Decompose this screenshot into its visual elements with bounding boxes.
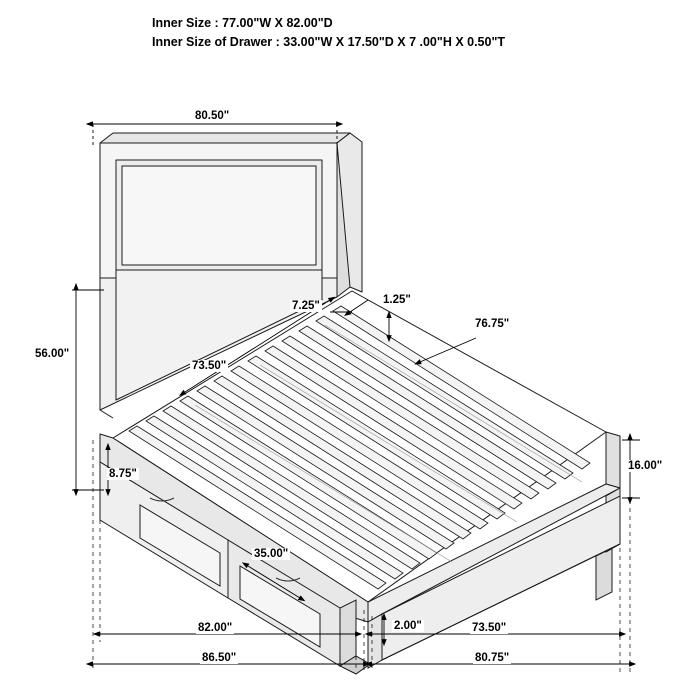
dim-side-rail-height: 8.75" bbox=[109, 468, 137, 480]
dim-overall-left: 86.50" bbox=[202, 652, 237, 664]
dim-foot-clearance: 2.00" bbox=[394, 620, 422, 632]
dim-overall-right: 80.75" bbox=[475, 652, 510, 664]
spec-inner-size-drawer: Inner Size of Drawer : 33.00"W X 17.50"D X 7 .00"H X 0.50"T bbox=[152, 35, 506, 49]
dim-rail-thickness: 1.25" bbox=[383, 294, 411, 306]
spec-inner-size: Inner Size : 77.00"W X 82.00"D bbox=[152, 16, 333, 30]
dim-drawer-width: 35.00" bbox=[254, 548, 289, 560]
dim-deck-depth: 76.75" bbox=[475, 318, 510, 330]
dim-headboard-panel-depth: 7.25" bbox=[292, 300, 320, 312]
dim-headboard-height: 56.00" bbox=[35, 348, 70, 360]
dim-slat-length: 73.50" bbox=[192, 360, 227, 372]
dim-bottom-depth-left: 82.00" bbox=[198, 622, 233, 634]
dim-footboard-height: 16.00" bbox=[628, 460, 663, 472]
dim-top-width: 80.50" bbox=[195, 110, 230, 122]
dim-bottom-depth-right: 73.50" bbox=[472, 622, 507, 634]
